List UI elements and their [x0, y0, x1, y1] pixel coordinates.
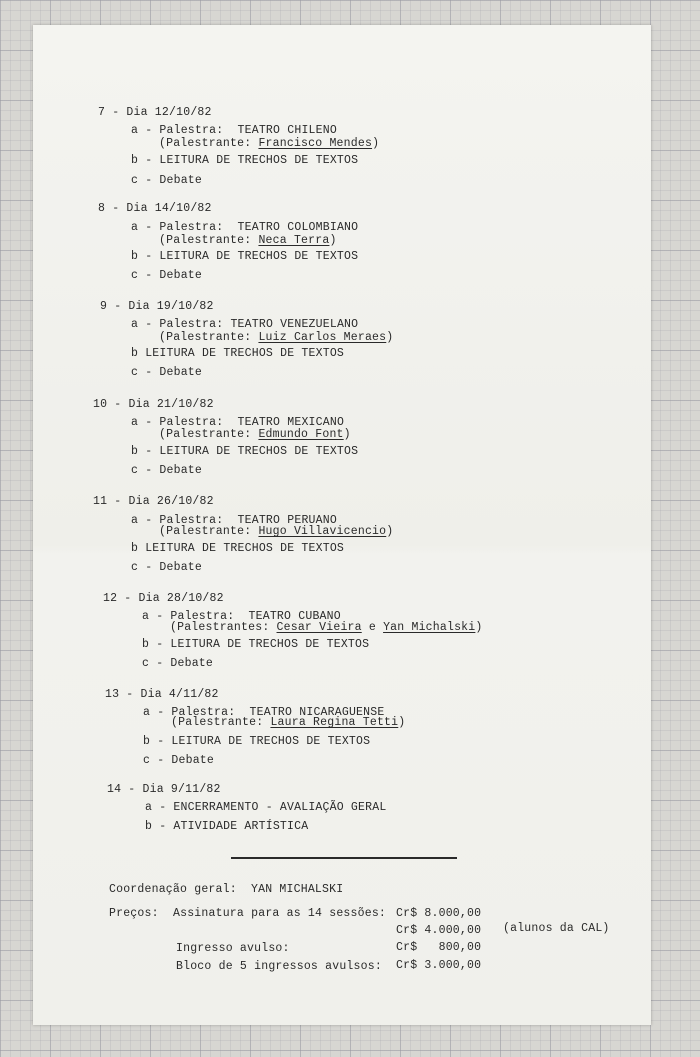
session-10-leitura: b - LEITURA DE TRECHOS DE TEXTOS [131, 445, 359, 458]
session-8-palestra: a - Palestra: TEATRO COLOMBIANO [131, 221, 359, 234]
divider-line [231, 857, 457, 859]
session-13-heading: 13 - Dia 4/11/82 [105, 688, 219, 701]
session-13-leitura: b - LEITURA DE TRECHOS DE TEXTOS [143, 735, 371, 748]
ticket-block-price: Cr$ 3.000,00 [396, 959, 482, 972]
session-14-encerramento: a - ENCERRAMENTO - AVALIAÇÃO GERAL [145, 801, 387, 814]
session-7-palestra: a - Palestra: TEATRO CHILENO [131, 124, 337, 137]
session-9-palestra: a - Palestra: TEATRO VENEZUELANO [131, 318, 359, 331]
session-12-debate: c - Debate [142, 657, 214, 670]
session-9-speaker: (Palestrante: Luiz Carlos Meraes) [159, 331, 394, 344]
prices-label: Preços: [109, 907, 159, 920]
session-11-speaker: (Palestrante: Hugo Villavicencio) [159, 525, 394, 538]
session-8-debate: c - Debate [131, 269, 203, 282]
session-13-speaker: (Palestrante: Laura Regina Tetti) [171, 716, 406, 729]
single-ticket-price: Cr$ 800,00 [396, 941, 482, 954]
session-13-debate: c - Debate [143, 754, 215, 767]
session-10-debate: c - Debate [131, 464, 203, 477]
session-7-heading: 7 - Dia 12/10/82 [98, 106, 212, 119]
session-8-leitura: b - LEITURA DE TRECHOS DE TEXTOS [131, 250, 359, 263]
session-9-heading: 9 - Dia 19/10/82 [100, 300, 214, 313]
session-7-leitura: b - LEITURA DE TRECHOS DE TEXTOS [131, 154, 359, 167]
session-12-leitura: b - LEITURA DE TRECHOS DE TEXTOS [142, 638, 370, 651]
session-11-heading: 11 - Dia 26/10/82 [93, 495, 214, 508]
session-10-speaker: (Palestrante: Edmundo Font) [159, 428, 351, 441]
session-8-heading: 8 - Dia 14/10/82 [98, 202, 212, 215]
session-14-heading: 14 - Dia 9/11/82 [107, 783, 221, 796]
subscription-label: Assinatura para as 14 sessões: [173, 907, 387, 920]
session-12-heading: 12 - Dia 28/10/82 [103, 592, 224, 605]
ticket-block-label: Bloco de 5 ingressos avulsos: [176, 960, 382, 973]
student-note: (alunos da CAL) [503, 922, 610, 935]
session-10-palestra: a - Palestra: TEATRO MEXICANO [131, 416, 345, 429]
session-13-palestra: a - Palestra: TEATRO NICARAGUENSE [143, 706, 385, 719]
session-9-debate: c - Debate [131, 366, 203, 379]
student-price: Cr$ 4.000,00 [396, 924, 482, 937]
session-11-debate: c - Debate [131, 561, 203, 574]
single-ticket-label: Ingresso avulso: [176, 942, 290, 955]
session-14-atividade: b - ATIVIDADE ARTÍSTICA [145, 820, 309, 833]
session-9-leitura: b LEITURA DE TRECHOS DE TEXTOS [131, 347, 345, 360]
session-8-speaker: (Palestrante: Neca Terra) [159, 234, 337, 247]
session-7-debate: c - Debate [131, 174, 203, 187]
subscription-price: Cr$ 8.000,00 [396, 907, 482, 920]
session-12-palestra: a - Palestra: TEATRO CUBANO [142, 610, 341, 623]
coordination-line: Coordenação geral: YAN MICHALSKI [109, 883, 344, 896]
session-12-speaker: (Palestrantes: Cesar Vieira e Yan Michalski) [170, 621, 483, 634]
session-11-palestra: a - Palestra: TEATRO PERUANO [131, 514, 337, 527]
session-7-speaker: (Palestrante: Francisco Mendes) [159, 137, 380, 150]
session-11-leitura: b LEITURA DE TRECHOS DE TEXTOS [131, 542, 345, 555]
session-10-heading: 10 - Dia 21/10/82 [93, 398, 214, 411]
